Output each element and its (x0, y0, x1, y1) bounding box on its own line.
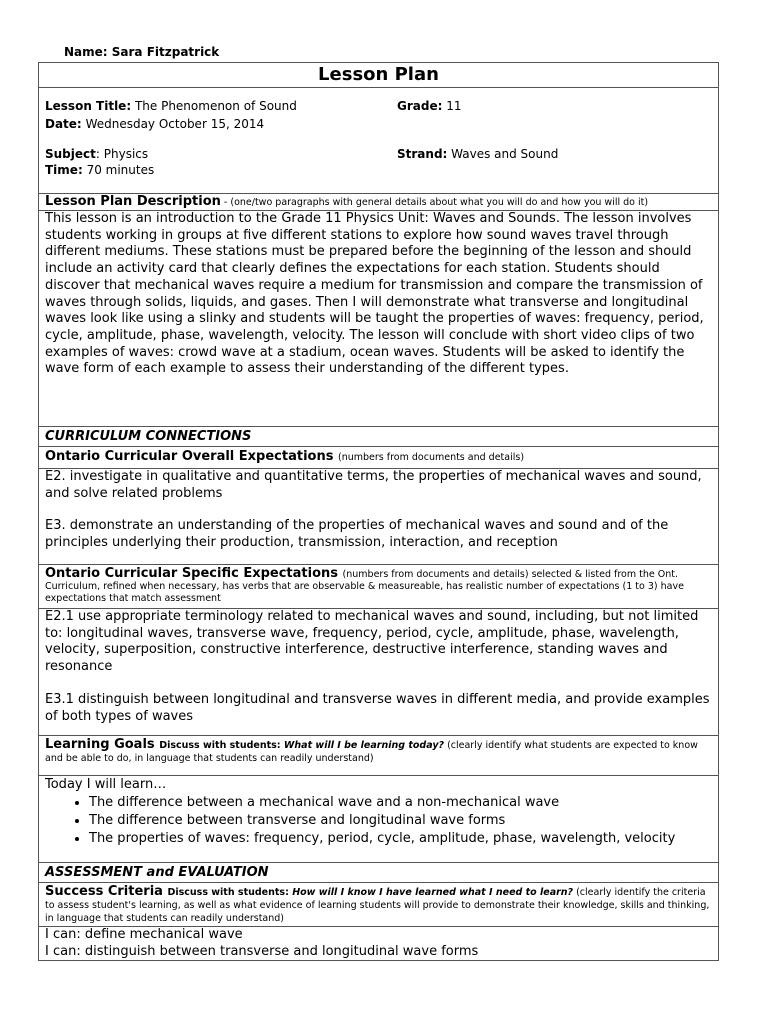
list-item: • The properties of waves: frequency, period, cycle, amplitude, phase, wavelength, velocity (89, 830, 712, 847)
success-item: I can: define mechanical wave (45, 927, 243, 942)
grade-value: 11 (446, 99, 462, 113)
description-header-cell (39, 194, 719, 211)
success-criteria-cell (39, 927, 719, 961)
assessment-header: ASSESSMENT and EVALUATION (39, 863, 719, 883)
goals-list (45, 794, 712, 847)
overall-expectations-cell (39, 469, 719, 565)
specific-expectations-cell (39, 609, 719, 736)
goals-cell (39, 776, 719, 863)
lesson-plan-table (38, 62, 719, 961)
expectation-e2: E2. investigate in qualitative and quantitative terms, the properties of mechanical waves and sound, and solve related problems (45, 469, 702, 501)
lesson-title-label: Lesson Title: (45, 99, 132, 113)
success-header-cell (39, 883, 719, 927)
overall-note: (numbers from documents and details) (338, 452, 525, 463)
specific-header-cell (39, 565, 719, 609)
success-question: How will I know I have learned what I need to learn? (292, 887, 574, 898)
goals-note: (clearly identify what students are expected to know and be able to do, in language that students can readily understand) (45, 740, 698, 764)
goals-header: Learning Goals (45, 737, 155, 752)
time-row (45, 163, 154, 177)
subject-colon: : (95, 147, 100, 161)
time-value: 70 minutes (86, 163, 155, 177)
grade-row (397, 99, 462, 113)
time-label: Time: (45, 163, 83, 177)
subject-label: Subject (45, 147, 96, 161)
grade-label: Grade: (397, 99, 443, 113)
success-item: I can: distinguish between transverse and longitudinal wave forms (45, 943, 479, 959)
overall-header-cell (39, 447, 719, 469)
strand-row (397, 147, 558, 161)
success-ask-label: Discuss with students: (167, 887, 293, 898)
success-header: Success Criteria (45, 884, 163, 899)
specific-note: (numbers from documents and details) selected & listed from the Ont. Curriculum, refined when necessary, has verbs that are observable & measureable, has realistic number of expectations (1 to 3) have expectations that match assessment (45, 569, 684, 604)
specific-header: Ontario Curricular Specific Expectations (45, 566, 339, 581)
date-label: Date: (45, 117, 82, 131)
lesson-title-value: The Phenomenon of Sound (134, 99, 297, 113)
list-item: • The difference between transverse and longitudinal wave forms (89, 812, 712, 830)
lesson-title-row (45, 99, 297, 113)
description-cell (39, 211, 719, 427)
subject-value: Physics (103, 147, 149, 161)
page-title: Lesson Plan (39, 63, 719, 88)
goals-ask (159, 740, 444, 751)
date-row (45, 117, 264, 131)
description-header: Lesson Plan Description (45, 194, 221, 209)
strand-label: Strand: (397, 147, 448, 161)
lesson-info-cell (39, 88, 719, 194)
strand-value: Waves and Sound (451, 147, 559, 161)
expectation-e2-1: E2.1 use appropriate terminology related to mechanical waves and sound, including, but not limited to: longitudinal waves, transverse wave, frequency, period, cycle, amplitude, phase, wavelength, velocity, superposition, constructive interference, destructive interference, standing waves and resonance (45, 609, 699, 675)
overall-header: Ontario Curricular Overall Expectations (45, 449, 334, 464)
goals-intro: Today I will learn… (45, 777, 167, 792)
date-value: Wednesday October 15, 2014 (85, 117, 265, 131)
list-item: • The difference between a mechanical wave and a non-mechanical wave (89, 794, 712, 812)
name-line: Name: Sara Fitzpatrick (64, 45, 220, 59)
subject-row (45, 147, 148, 161)
curriculum-header: CURRICULUM CONNECTIONS (39, 427, 719, 447)
goals-question: What will I be learning today? (283, 740, 445, 751)
expectation-e3-1: E3.1 distinguish between longitudinal and transverse waves in different media, and provide examples of both types of waves (45, 691, 710, 724)
goals-ask-label: Discuss with students: (159, 740, 284, 751)
expectation-e3: E3. demonstrate an understanding of the properties of mechanical waves and sound and of the principles underlying their production, transmission, interaction, and reception (45, 518, 669, 551)
success-ask (167, 887, 573, 898)
goals-header-cell (39, 736, 719, 776)
description-note: - (one/two paragraphs with general details about what you will do and how you will do it) (220, 197, 649, 208)
description-text: This lesson is an introduction to the Grade 11 Physics Unit: Waves and Sounds. The lesson involves students working in groups at five different stations to explore how sound waves travel through different mediums. These stations must be prepared before the beginning of the lesson and should include an activity card that clearly defines the expectations for each station. Students should discover that mechanical waves require a medium for transmission and compare the transmission of waves through solids, liquids, and gases. Then I will demonstrate what transverse and longitudinal waves look like using a slinky and students will be taught the properties of waves: frequency, period, cycle, amplitude, phase, wavelength, velocity. The lesson will conclude with short video clips of two examples of waves: crowd wave at a stadium, ocean waves. Students will be asked to identify the wave form of each example to assess their understanding of the different types. (45, 211, 704, 377)
success-note: (clearly identify the criteria to assess student's learning, as well as what evidence of learning students will provide to demonstrate their knowledge, skills and thinking, in language that students can readily understand) (45, 887, 710, 924)
